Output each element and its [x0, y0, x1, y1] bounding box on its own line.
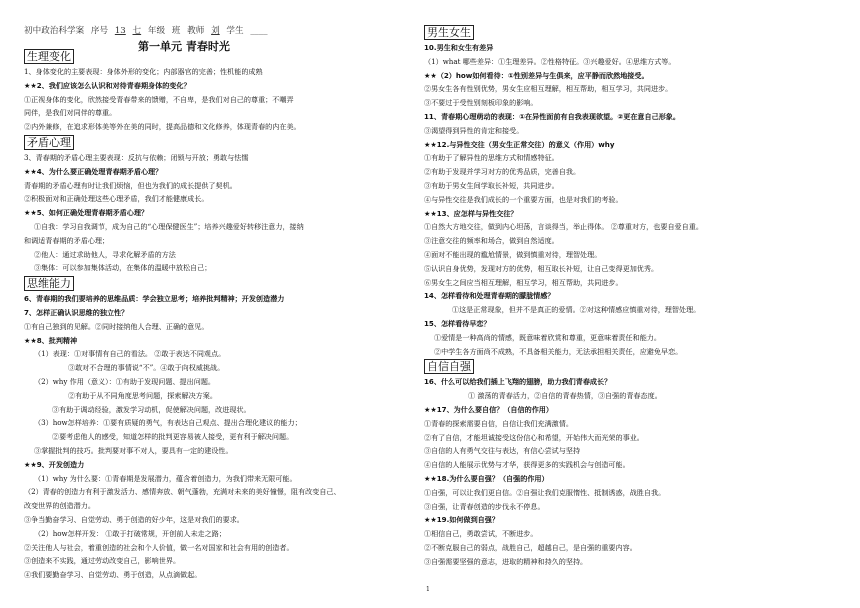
right-column	[424, 24, 824, 568]
section-heading-row	[24, 275, 424, 292]
text-line: ①这是正常现象，但并不是真正的爱情。②对这种情感应慎重对待，理智处理。	[452, 305, 701, 315]
section-heading-row	[424, 358, 824, 375]
section-heading: 思维能力	[24, 276, 74, 291]
text-line: ②要考虑他人的感受，知道怎样的批判更容易被人接受，更有利于解决问题。	[52, 432, 294, 442]
text-line: （2）青春的创造力有利于激发活力、感情奔放、朝气蓬勃，充满对未来的美好憧憬，阻有改变自己、	[24, 487, 341, 497]
text-line: ④自信的人能展示优势与才华，获得更多的实践机会与创造可能。	[424, 460, 630, 470]
text-line: ③自信的人有勇气交往与表达，有信心尝试与坚持	[424, 446, 581, 456]
text-line: ①自我：学习自我调节，成为自己的“心理保健医生”；培养兴趣爱好转移注意力，接纳	[34, 221, 304, 231]
text-line: ③注意交往的频率和场合，做到自然适度。	[424, 236, 559, 246]
text-line: （1）表现：①对事情有自己的看法。 ②敢于表达不同观点。	[34, 349, 226, 359]
text-line: （1）why 为什么要：①青春期是发展潜力，蕴含着创造力，为我们带来无限可能。	[34, 473, 297, 483]
question-line: ★★4、为什么要正确处理青春期矛盾心理？	[24, 166, 163, 176]
question-line: ★★9、开发创造力	[24, 459, 85, 469]
seq-label: 序号	[90, 26, 109, 36]
text-line: ②内外兼修，在追求形体美等外在美的同时，提高品德和文化修养，体现青春的内在美。	[24, 122, 301, 132]
text-line: 3、青春期的矛盾心理主要表现：反抗与依赖；闭锁与开放；勇敢与怯懦	[24, 152, 249, 162]
seq-value: 13	[114, 26, 126, 36]
text-line: ②有了自信，才能坦诚接受这份信心和希望，开始伟大而光荣的事业。	[424, 432, 644, 442]
section-heading-row	[424, 24, 824, 41]
text-line: （3）how怎样培养：①要有质疑的勇气，有表达自己观点、提出合理化建议的能力；	[34, 418, 302, 428]
text-line: ②中学生各方面尚不成熟，不具备相关能力，无法承担相关责任，应避免早恋。	[434, 346, 683, 356]
text-line: ③自强，让青春创造的步伐永不停息。	[424, 501, 545, 511]
text-line: ②不断克服自己的弱点，战胜自己，超越自己，是自强的重要内容。	[424, 542, 637, 552]
section-heading: 男生女生	[424, 25, 474, 40]
section-heading: 生理变化	[24, 49, 74, 64]
question-line: ★★13、应怎样与异性交往？	[424, 208, 518, 218]
teacher-value: 刘	[211, 26, 220, 36]
unit-title: 第一单元 青春时光	[138, 40, 230, 53]
text-line: ②积极面对和正确处理这些心理矛盾，我们才能健康成长。	[24, 194, 209, 204]
text-line: ②他人：通过求助他人，寻求化解矛盾的方法	[34, 249, 176, 259]
text-line: ③敢对不合理的事情说“不”。④敢于向权威挑战。	[68, 363, 225, 373]
class-label: 班	[171, 26, 181, 36]
text-line: ②男女生各有性别优势，男女生应相互理解，相互帮助，相互学习，共同进步。	[424, 84, 673, 94]
text-line: ①自强，可以让我们更自信。②自强让我们克服惰性、抵制诱惑，战胜自我。	[424, 487, 666, 497]
text-line: ①有自己独到的见解。②同时接纳他人合理、正确的意见。	[24, 321, 209, 331]
section-heading-row	[24, 48, 424, 65]
text-line: 改变世界的创造潜力。	[24, 501, 95, 511]
text-line: （2）how怎样开发： ①敢于打破常规，开创前人未走之路；	[34, 528, 226, 538]
text-line: ④我们要勤奋学习、自觉劳动、勇于创造，从点滴做起。	[24, 570, 202, 580]
section-heading: 矛盾心理	[24, 135, 74, 150]
question-line: ★★2、我们应该怎么认识和对待青春期身体的变化？	[24, 80, 191, 90]
text-line: 同伴，是我们对同伴的尊重。	[24, 108, 117, 118]
text-line: ③有助于男女生间学取长补短，共同进步。	[424, 180, 559, 190]
text-line: 青春期的矛盾心理有时让我们烦恼，但也为我们的成长提供了契机。	[24, 180, 237, 190]
text-line: ①有助于了解异性的思维方式和情感特征。	[424, 153, 559, 163]
question-line: 11、青春期心理萌动的表现：①在异性面前有自我表现欲望。②更在意自己形象。	[424, 111, 680, 121]
question-line: 7、怎样正确认识思维的独立性？	[24, 307, 129, 317]
question-line: 14、怎样看待和处理青春期的朦胧情感？	[424, 291, 555, 301]
question-line: ★★5、如何正确处理青春期矛盾心理？	[24, 208, 149, 218]
section-heading-row	[24, 134, 424, 151]
grade-label: 年级	[147, 26, 166, 36]
text-line: ③有助于调动经验，激发学习动机，促使解决问题，改进现状。	[52, 404, 251, 414]
question-line: 16、什么可以给我们插上飞翔的翅膀，助力我们青春成长？	[424, 377, 612, 387]
text-line: ①正视身体的变化，欣然接受青春带来的馈赠，不自卑，是我们对自己的尊重；不嘲弄	[24, 94, 294, 104]
student-label: 学生	[226, 26, 244, 36]
text-line: ②有助于发现并学习对方的优秀品质，完善自我。	[424, 167, 581, 177]
text-line: ④面对不能出现的尴尬情景，做到慎重对待，理智处理。	[424, 249, 602, 259]
text-line: ①相信自己，勇敢尝试，不断进步。	[424, 529, 538, 539]
text-line: ①青春的探索需要自信，自信让我们充满激情。	[424, 418, 573, 428]
text-line: ① 激荡的青春活力，②自信的青春热情，③自强的青春态度。	[468, 391, 662, 401]
text-line: ④与异性交往是我们成长的一个重要方面，也是对我们的考验。	[424, 194, 623, 204]
text-line: 和调适青春期的矛盾心理；	[24, 235, 110, 245]
question-line: 6、青春期的我们要培养的思维品质：学会独立思考；培养批判精神；开发创造潜力	[24, 294, 285, 304]
text-line: ③创造来不实践，通过劳动改变自己，影响世界。	[24, 556, 181, 566]
school-label: 初中政治科学案	[24, 26, 85, 36]
text-line: ③渴望得到异性的肯定和接受。	[424, 125, 524, 135]
text-line: ③掌握批判的技巧。批判要对事不对人，要具有一定的建设性。	[34, 445, 233, 455]
text-line: ③不要过于受性别刻板印象的影响。	[424, 98, 538, 108]
text-line: ①爱情是一种高尚的情感，既意味着欣赏和尊重，更意味着责任和能力。	[434, 332, 661, 342]
page-number: 1	[426, 586, 430, 593]
question-line: ★★12.与异性交往（男女生正常交往）的意义（作用）why	[424, 139, 615, 149]
question-line: ★★18.为什么要自强？（自强的作用）	[424, 473, 549, 483]
text-line: ⑤认识自身优势，发现对方的优势，相互取长补短，让自己变得更加优秀。	[424, 263, 659, 273]
question-line: ★★8、批判精神	[24, 335, 78, 345]
grade-value: 七	[132, 26, 142, 36]
text-line: ②有助于从不同角度思考问题，探索解决方案。	[68, 390, 217, 400]
text-line: ③集体：可以参加集体活动，在集体的温暖中放松自己；	[34, 263, 212, 273]
student-value: ____	[250, 26, 268, 36]
question-line: 10.男生和女生有差异	[424, 43, 494, 52]
left-column	[24, 48, 424, 582]
text-line: ③自强需要坚强的意志，进取的精神和持久的坚持。	[424, 556, 588, 566]
question-line: ★★19.如何做到自强？	[424, 515, 499, 525]
text-line: （2）why 作用（意义）：①有助于发现问题、提出问题。	[34, 376, 216, 386]
section-heading: 自信自强	[424, 359, 474, 374]
teacher-label: 教师	[187, 26, 205, 36]
text-line: ③争当勤奋学习、自觉劳动、勇于创造的好少年，这是对我们的要求。	[24, 514, 244, 524]
question-line: ★★（2）how如何看待：①性别差异与生俱来，应平静而欣然地接受。	[424, 70, 649, 80]
text-line: ①自然大方地交往，做到内心坦荡，言谈得当，举止得体。 ②尊重对方，也要自爱自重。	[424, 222, 703, 232]
text-line: ⑥男女生之间应当相互理解，相互学习，相互帮助，共同进步。	[424, 277, 623, 287]
text-line: （1）what 哪些差异：①生理差异。②性格特征。③兴趣爱好。④思维方式等。	[424, 56, 676, 66]
text-line: 1、身体变化的主要表现：身体外形的变化；内部器官的完善；性机能的成熟	[24, 67, 263, 76]
question-line: ★★17、为什么要自信？（自信的作用）	[424, 404, 553, 414]
question-line: 15、怎样看待早恋？	[424, 318, 491, 328]
worksheet-header	[24, 24, 424, 36]
text-line: ②关注他人与社会，着重创造的社会和个人价值，做一名对国家和社会有用的创造者。	[24, 542, 294, 552]
